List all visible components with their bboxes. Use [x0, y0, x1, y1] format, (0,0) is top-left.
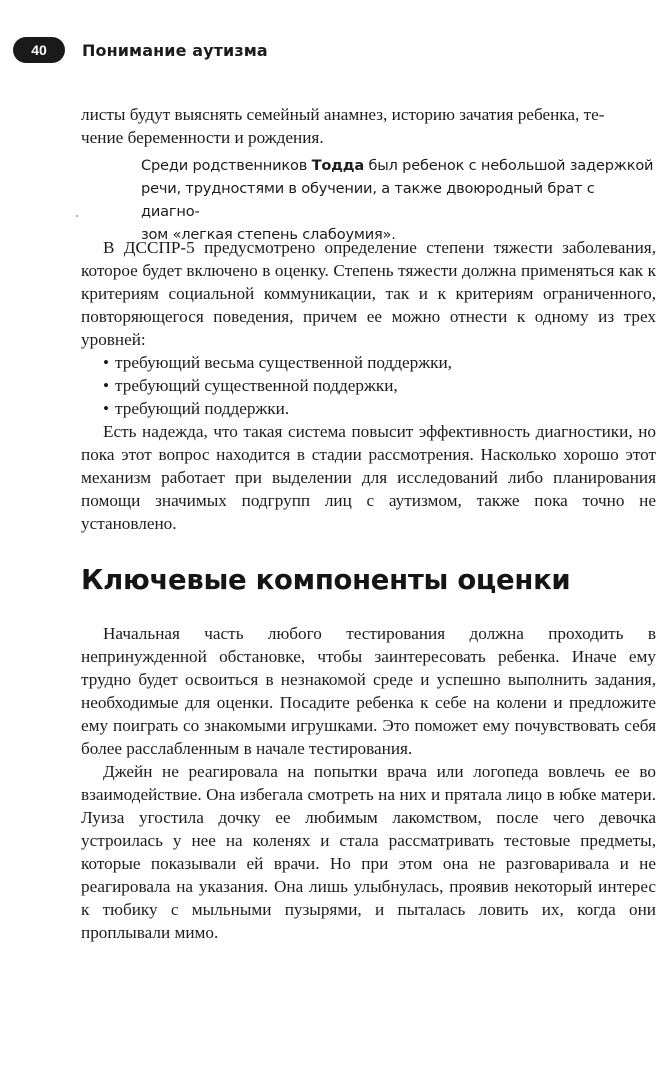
running-header — [13, 37, 268, 63]
scan-speck — [76, 215, 78, 217]
intro-line-1: листы будут выяснять семейный анамнез, историю зачатия ребенка, те- — [81, 105, 605, 124]
severity-level-item — [103, 351, 656, 374]
intro-line-2: чение беременности и рождения. — [81, 128, 324, 147]
severity-level-text: требующий поддержки. — [115, 399, 290, 418]
severity-level-text: требующий весьма существенной поддержки, — [115, 353, 452, 372]
assessment-paragraph-1: Начальная часть любого тестирования должна проходить в непринужденной обстановке, чтобы заинтересовать ребенка. Иначе ему трудно будет освоиться в незнакомой среде и успешно выполнить задания, необходимые для оценки. Посадите ребенка к себе на колени и предложите ему поиграть со знакомыми игрушками. Это поможет ему почувствовать себя более расслабленным в начале тестирования. — [81, 624, 656, 758]
hope-paragraph: Есть надежда, что такая система повысит эффективность диагностики, но пока этот вопрос находится в стадии рассмотрения. Насколько хорошо этот механизм работает при выделении для исследований либо планирования помощи значимых подгрупп лиц с аутизмом, также пока точно не установлено. — [81, 422, 656, 533]
page-number-badge: 40 — [13, 37, 65, 63]
bullet-mark: • — [103, 353, 110, 372]
severity-levels-list — [81, 351, 656, 420]
severity-level-text: требующий существенной поддержки, — [115, 376, 398, 395]
assessment-section — [81, 622, 656, 944]
severity-level-item — [103, 397, 656, 420]
severity-section — [81, 236, 656, 535]
case-text-before-name: Среди родственников — [141, 157, 312, 174]
case-example — [141, 154, 656, 246]
assessment-paragraph-2: Джейн не реагировала на попытки врача или логопеда вовлечь ее во взаимодействие. Она избегала смотреть на них и прятала лицо в юбке матери. Луиза угостила дочку ее любимым лакомством, после чего девочка устроилась у нее на коленях и стала рассматривать тестовые предметы, которые показывали ей врачи. Но при этом она не разговаривала и не реагировала на указания. Она лишь улыбнулась, проявив некоторый интерес к тюбику с мыльными пузырями, и пыталась ловить их, когда они проплывали мимо. — [81, 762, 656, 942]
case-line-3: зом «легкая степень слабоумия». — [141, 226, 396, 243]
bullet-mark: • — [103, 376, 110, 395]
severity-level-item — [103, 374, 656, 397]
case-child-name: Тодда — [311, 157, 364, 174]
case-text-after-name: был ребенок с небольшой задержкой — [364, 157, 654, 174]
bullet-mark: • — [103, 399, 110, 418]
running-title: Понимание аутизма — [82, 40, 268, 60]
case-line-2: речи, трудностями в обучении, а также двоюродный брат с диагно- — [141, 180, 595, 220]
severity-paragraph: В ДССПР-5 предусмотрено определение степени тяжести заболевания, которое будет включено в оценку. Степень тяжести должна применяться как к критериям социальной коммуникации, так и к критериям ограниченного, повторяющегося поведения, причем ее можно отнести к одному из трех уровней: — [81, 238, 656, 349]
intro-text — [81, 103, 656, 149]
section-heading: Ключевые компоненты оценки — [81, 564, 571, 596]
case-line-1 — [141, 154, 656, 177]
